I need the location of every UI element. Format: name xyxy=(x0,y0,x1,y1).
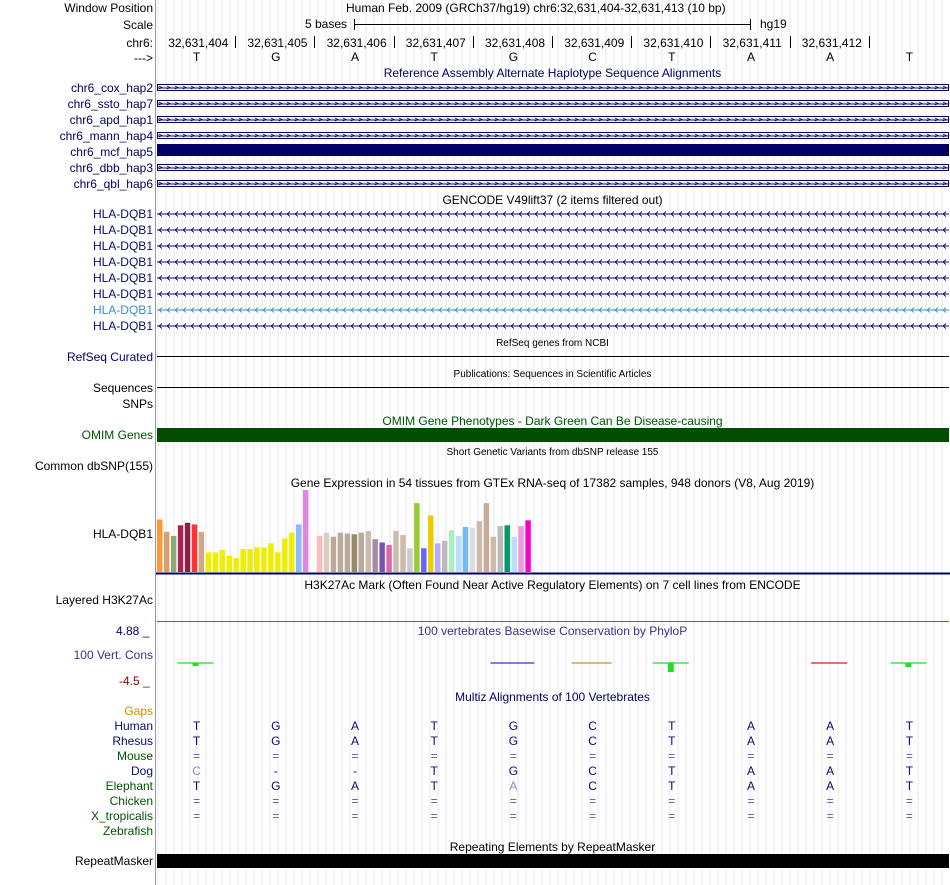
multiz-aligned-base: G xyxy=(508,719,519,733)
multiz-aligned-base: A xyxy=(509,779,518,793)
gencode-transcript-label[interactable]: HLA-DQB1 xyxy=(92,239,153,253)
gencode-transcript-label[interactable]: HLA-DQB1 xyxy=(92,319,153,333)
gtex-tissue-bar xyxy=(220,550,225,572)
multiz-aligned-base: A xyxy=(826,764,835,778)
alt-haplotype-alignment[interactable] xyxy=(157,144,949,160)
gtex-tissue-bar xyxy=(317,536,322,572)
gtex-tissue-bar xyxy=(525,520,530,572)
alt-haplotype-label[interactable]: chr6_qbl_hap6 xyxy=(73,177,153,191)
gencode-transcript-label[interactable]: HLA-DQB1 xyxy=(92,287,153,301)
gencode-title[interactable]: GENCODE V49lift37 (2 items filtered out) xyxy=(442,193,663,207)
gtex-tissue-bar xyxy=(289,533,294,572)
gtex-tissue-bar xyxy=(275,552,280,572)
multiz-aligned-base: A xyxy=(350,734,359,748)
phylop-label[interactable]: 100 Vert. Cons xyxy=(73,648,153,662)
alt-haplotype-label[interactable]: chr6_apd_hap1 xyxy=(69,113,153,127)
position-tick xyxy=(394,36,395,48)
dbsnp-subtitle[interactable]: Short Genetic Variants from dbSNP release 155 xyxy=(446,447,659,458)
multiz-aligned-base: C xyxy=(588,734,597,748)
reference-base: T xyxy=(192,50,201,64)
multiz-aligned-base: T xyxy=(905,779,914,793)
gtex-tissue-bar xyxy=(185,523,190,572)
gtex-tissue-bar xyxy=(393,531,398,572)
multiz-aligned-base: = xyxy=(351,809,359,823)
position-tick-label: 32,631,412 xyxy=(801,36,862,50)
publications-subtitle[interactable]: Publications: Sequences in Scientific Articles xyxy=(453,369,652,380)
multiz-aligned-base: = xyxy=(193,809,201,823)
multiz-aligned-base: T xyxy=(192,779,201,793)
gtex-bar-chart[interactable] xyxy=(156,490,950,576)
gtex-tissue-bar xyxy=(379,542,384,572)
omim-label[interactable]: OMIM Genes xyxy=(81,428,153,442)
reference-base: A xyxy=(746,50,755,64)
multiz-aligned-base: = xyxy=(826,794,834,808)
gencode-transcript-label[interactable]: HLA-DQB1 xyxy=(92,303,153,317)
gtex-tissue-bar xyxy=(213,552,218,572)
phylop-wiggle[interactable] xyxy=(156,640,950,680)
refseq-line xyxy=(157,356,949,357)
repeatmasker-label[interactable]: RepeatMasker xyxy=(74,854,153,868)
strand-label[interactable]: ---> xyxy=(134,51,153,65)
chrom-label: chr6: xyxy=(126,36,153,50)
reference-base: C xyxy=(588,50,597,64)
multiz-aligned-base: A xyxy=(746,719,755,733)
gtex-tissue-bar xyxy=(442,541,447,572)
window-position-text: Human Feb. 2009 (GRCh37/hg19) chr6:32,631,404-32,631,413 (10 bp) xyxy=(346,1,726,15)
gtex-tissue-bar xyxy=(463,527,468,572)
alt-haplotype-alignment[interactable] xyxy=(157,84,949,92)
position-tick xyxy=(235,36,236,48)
repeatmasker-title[interactable]: Repeating Elements by RepeatMasker xyxy=(449,840,656,854)
gencode-transcript-intron[interactable] xyxy=(157,290,949,298)
position-tick xyxy=(869,36,870,48)
multiz-aligned-base: C xyxy=(588,764,597,778)
multiz-aligned-base: T xyxy=(430,734,438,748)
gencode-transcript-intron[interactable] xyxy=(157,322,949,330)
alt-haplotype-label[interactable]: chr6_ssto_hap7 xyxy=(67,97,153,111)
reference-base: A xyxy=(350,50,359,64)
position-tick xyxy=(631,36,632,48)
position-tick-label: 32,631,406 xyxy=(326,36,387,50)
scale-bar-left-tick xyxy=(354,19,355,30)
gtex-tissue-bar xyxy=(268,543,273,572)
window-position-label: Window Position xyxy=(64,1,153,15)
reference-base: G xyxy=(508,50,519,64)
scale-bar-right-tick xyxy=(750,19,751,30)
multiz-aligned-base: T xyxy=(905,734,914,748)
multiz-species-label[interactable]: Mouse xyxy=(116,749,153,763)
multiz-species-label[interactable]: Elephant xyxy=(105,779,153,793)
gtex-tissue-bar xyxy=(407,548,412,572)
gtex-tissue-bar xyxy=(518,526,523,572)
multiz-aligned-base: T xyxy=(668,734,676,748)
reference-base: G xyxy=(271,50,281,64)
gencode-transcript-intron[interactable] xyxy=(157,226,949,234)
gtex-tissue-bar xyxy=(303,490,308,572)
gtex-tissue-bar xyxy=(414,503,419,572)
multiz-aligned-base: T xyxy=(430,764,438,778)
multiz-aligned-base: = xyxy=(905,809,913,823)
alt-haplotype-alignment[interactable] xyxy=(157,100,949,108)
multiz-aligned-base: = xyxy=(747,809,755,823)
position-tick-label: 32,631,408 xyxy=(485,36,546,50)
position-tick-label: 32,631,407 xyxy=(405,36,466,50)
refseq-label[interactable]: RefSeq Curated xyxy=(66,350,153,364)
phylop-min: -4.5 _ xyxy=(119,674,150,688)
phylop-score-bar xyxy=(193,663,199,666)
multiz-aligned-base: G xyxy=(271,779,281,793)
scale-text: 5 bases xyxy=(305,17,348,31)
gtex-title[interactable]: Gene Expression in 54 tissues from GTEx RNA-seq of 17382 samples, 948 donors (V8, Aug 2019) xyxy=(290,476,815,490)
multiz-aligned-base: = xyxy=(747,794,755,808)
publications-sequences-label[interactable]: Sequences xyxy=(92,381,153,395)
scale-label: Scale xyxy=(122,18,153,32)
multiz-aligned-base: A xyxy=(746,764,755,778)
dbsnp-label[interactable]: Common dbSNP(155) xyxy=(34,459,153,473)
multiz-aligned-base: G xyxy=(508,734,519,748)
gtex-tissue-bar xyxy=(491,537,496,572)
scale-db: hg19 xyxy=(760,17,787,31)
multiz-aligned-base: = xyxy=(272,794,280,808)
gencode-transcript-intron[interactable] xyxy=(157,274,949,282)
gtex-tissue-bar xyxy=(338,533,343,572)
position-tick xyxy=(790,36,791,48)
multiz-aligned-base: T xyxy=(430,779,438,793)
gtex-tissue-bar xyxy=(372,539,377,572)
multiz-aligned-base: = xyxy=(430,794,438,808)
gtex-tissue-bar xyxy=(400,535,405,572)
phylop-title[interactable]: 100 vertebrates Basewise Conservation by PhyloP xyxy=(417,624,688,638)
gtex-tissue-bar xyxy=(206,552,211,572)
multiz-aligned-base: = xyxy=(193,794,201,808)
multiz-aligned-base: C xyxy=(588,779,597,793)
gtex-tissue-bar xyxy=(421,548,426,572)
gtex-tissue-bar xyxy=(352,534,357,572)
multiz-species-label[interactable]: Rhesus xyxy=(112,734,153,748)
multiz-aligned-base: = xyxy=(668,749,676,763)
gtex-tissue-bar xyxy=(449,530,454,572)
multiz-species-label[interactable]: Chicken xyxy=(109,794,153,808)
multiz-species-label[interactable]: Zebrafish xyxy=(102,824,153,838)
gtex-tissue-bar xyxy=(171,536,176,572)
multiz-species-label[interactable]: Dog xyxy=(130,764,153,778)
multiz-aligned-base: A xyxy=(746,734,755,748)
h3k27ac-baseline xyxy=(157,621,949,622)
alt-haplotype-label[interactable]: chr6_dbb_hap3 xyxy=(69,161,153,175)
h3k27ac-label[interactable]: Layered H3K27Ac xyxy=(55,593,153,607)
gtex-tissue-bar xyxy=(254,547,259,572)
multiz-aligned-base: G xyxy=(508,764,519,778)
gtex-tissue-bar xyxy=(164,532,169,572)
multiz-aligned-base: = xyxy=(351,749,359,763)
multiz-title[interactable]: Multiz Alignments of 100 Vertebrates xyxy=(455,690,650,704)
position-tick xyxy=(552,36,553,48)
multiz-aligned-base: A xyxy=(826,779,835,793)
multiz-aligned-base: T xyxy=(905,719,914,733)
multiz-aligned-base: T xyxy=(905,764,914,778)
multiz-aligned-base: T xyxy=(192,719,201,733)
alt-haplotype-label[interactable]: chr6_mcf_hap5 xyxy=(70,145,153,159)
gtex-tissue-bar xyxy=(310,557,315,572)
gtex-tissue-bar xyxy=(324,533,329,572)
multiz-aligned-base: A xyxy=(826,719,835,733)
multiz-aligned-base: G xyxy=(271,734,281,748)
gencode-transcript-intron[interactable] xyxy=(157,258,949,266)
omim-title[interactable]: OMIM Gene Phenotypes - Dark Green Can Be Disease-causing xyxy=(382,414,723,428)
multiz-aligned-base: = xyxy=(430,809,438,823)
multiz-aligned-base: = xyxy=(509,809,517,823)
multiz-aligned-base: = xyxy=(272,809,280,823)
alt-haplotype-alignment[interactable] xyxy=(157,132,949,140)
multiz-aligned-base: - xyxy=(353,764,357,778)
multiz-species-label[interactable]: X_tropicalis xyxy=(90,809,153,823)
label-separator xyxy=(155,0,156,885)
position-tick xyxy=(473,36,474,48)
multiz-aligned-base: = xyxy=(905,794,913,808)
gencode-transcript-intron[interactable] xyxy=(157,210,949,218)
gtex-tissue-bar xyxy=(511,537,516,572)
gtex-tissue-bar xyxy=(470,528,475,572)
gtex-tissue-bar xyxy=(199,532,204,572)
publications-line xyxy=(157,387,949,388)
gencode-transcript-label[interactable]: HLA-DQB1 xyxy=(92,271,153,285)
gtex-tissue-bar xyxy=(366,531,371,572)
omim-gene-bar[interactable] xyxy=(157,428,949,442)
gtex-tissue-bar xyxy=(178,525,183,572)
gtex-tissue-bar xyxy=(428,515,433,572)
gtex-tissue-bar xyxy=(484,503,489,572)
reference-base: T xyxy=(668,50,676,64)
phylop-max: 4.88 _ xyxy=(116,624,150,638)
multiz-aligned-base: T xyxy=(668,779,676,793)
multiz-aligned-base: T xyxy=(668,719,676,733)
multiz-aligned-base: C xyxy=(588,719,597,733)
position-tick xyxy=(314,36,315,48)
multiz-aligned-base: = xyxy=(826,749,834,763)
multiz-aligned-base: A xyxy=(746,779,755,793)
gencode-transcript-intron[interactable] xyxy=(157,306,949,314)
multiz-aligned-base: = xyxy=(747,749,755,763)
gencode-transcript-label[interactable]: HLA-DQB1 xyxy=(92,207,153,221)
h3k27ac-title[interactable]: H3K27Ac Mark (Often Found Near Active Regulatory Elements) on 7 cell lines from ENCODE xyxy=(304,578,801,592)
position-tick xyxy=(710,36,711,48)
publications-snps-label[interactable]: SNPs xyxy=(122,397,153,411)
gtex-tissue-bar xyxy=(227,556,232,572)
multiz-aligned-base: - xyxy=(273,764,278,778)
multiz-aligned-base: A xyxy=(350,779,359,793)
gtex-tissue-bar xyxy=(386,545,391,572)
gtex-label[interactable]: HLA-DQB1 xyxy=(92,527,153,541)
gencode-transcript-label[interactable]: HLA-DQB1 xyxy=(92,255,153,269)
gtex-tissue-bar xyxy=(456,536,461,572)
multiz-aligned-base: = xyxy=(668,809,676,823)
multiz-aligned-base: T xyxy=(192,734,201,748)
gtex-tissue-bar xyxy=(498,526,503,572)
repeatmasker-bar[interactable] xyxy=(157,854,949,868)
multiz-aligned-base: = xyxy=(509,749,517,763)
reference-base: T xyxy=(905,50,914,64)
position-tick-label: 32,631,409 xyxy=(564,36,625,50)
gtex-tissue-bar xyxy=(247,549,252,572)
alt-haplotype-alignment[interactable] xyxy=(157,180,949,188)
gencode-transcript-label[interactable]: HLA-DQB1 xyxy=(92,223,153,237)
gtex-tissue-bar xyxy=(296,524,301,572)
gtex-tissue-bar xyxy=(282,538,287,572)
multiz-aligned-base: = xyxy=(905,749,913,763)
position-tick-label: 32,631,410 xyxy=(643,36,704,50)
multiz-aligned-base: C xyxy=(192,764,201,778)
multiz-species-label[interactable]: Human xyxy=(114,719,153,733)
multiz-aligned-base: = xyxy=(430,749,438,763)
gtex-tissue-bar xyxy=(240,549,245,572)
gtex-tissue-bar xyxy=(477,521,482,572)
gtex-tissue-bar xyxy=(157,520,162,572)
reference-base: T xyxy=(430,50,438,64)
multiz-aligned-base: G xyxy=(271,719,281,733)
multiz-aligned-base: = xyxy=(509,794,517,808)
position-tick-label: 32,631,411 xyxy=(722,36,782,50)
refseq-subtitle[interactable]: RefSeq genes from NCBI xyxy=(496,338,609,349)
phylop-score-bar xyxy=(668,663,674,672)
phylop-score-bar xyxy=(905,663,911,667)
multiz-aligned-base: = xyxy=(193,749,201,763)
multiz-aligned-base: T xyxy=(668,764,676,778)
multiz-aligned-base: = xyxy=(272,749,280,763)
gtex-tissue-bar xyxy=(261,547,266,572)
multiz-aligned-base: A xyxy=(350,719,359,733)
multiz-aligned-base: = xyxy=(589,794,597,808)
scale-bar xyxy=(354,24,750,25)
reference-base: A xyxy=(826,50,835,64)
gtex-tissue-bar xyxy=(233,558,238,572)
gtex-tissue-bar xyxy=(192,524,197,572)
gtex-tissue-bar xyxy=(345,533,350,572)
alt-haplotype-alignment[interactable] xyxy=(157,116,949,124)
multiz-species-label[interactable]: Gaps xyxy=(124,704,153,718)
gencode-transcript-intron[interactable] xyxy=(157,242,949,250)
gtex-tissue-bar xyxy=(505,525,510,572)
position-tick-label: 32,631,405 xyxy=(247,36,308,50)
multiz-aligned-base: T xyxy=(430,719,438,733)
position-tick-label: 32,631,404 xyxy=(168,36,229,50)
multiz-aligned-base: = xyxy=(668,794,676,808)
gtex-tissue-bar xyxy=(331,537,336,572)
multiz-aligned-base: = xyxy=(351,794,359,808)
alt-haplotype-alignment[interactable] xyxy=(157,164,949,172)
alt-haplotypes-title[interactable]: Reference Assembly Alternate Haplotype Sequence Alignments xyxy=(383,66,722,80)
multiz-aligned-base: = xyxy=(589,749,597,763)
multiz-aligned-base: = xyxy=(589,809,597,823)
multiz-aligned-base: = xyxy=(826,809,834,823)
alt-haplotype-label[interactable]: chr6_mann_hap4 xyxy=(59,129,153,143)
multiz-aligned-base: A xyxy=(826,734,835,748)
gtex-tissue-bar xyxy=(359,533,364,572)
alt-haplotype-label[interactable]: chr6_cox_hap2 xyxy=(70,81,153,95)
gtex-tissue-bar xyxy=(435,543,440,572)
